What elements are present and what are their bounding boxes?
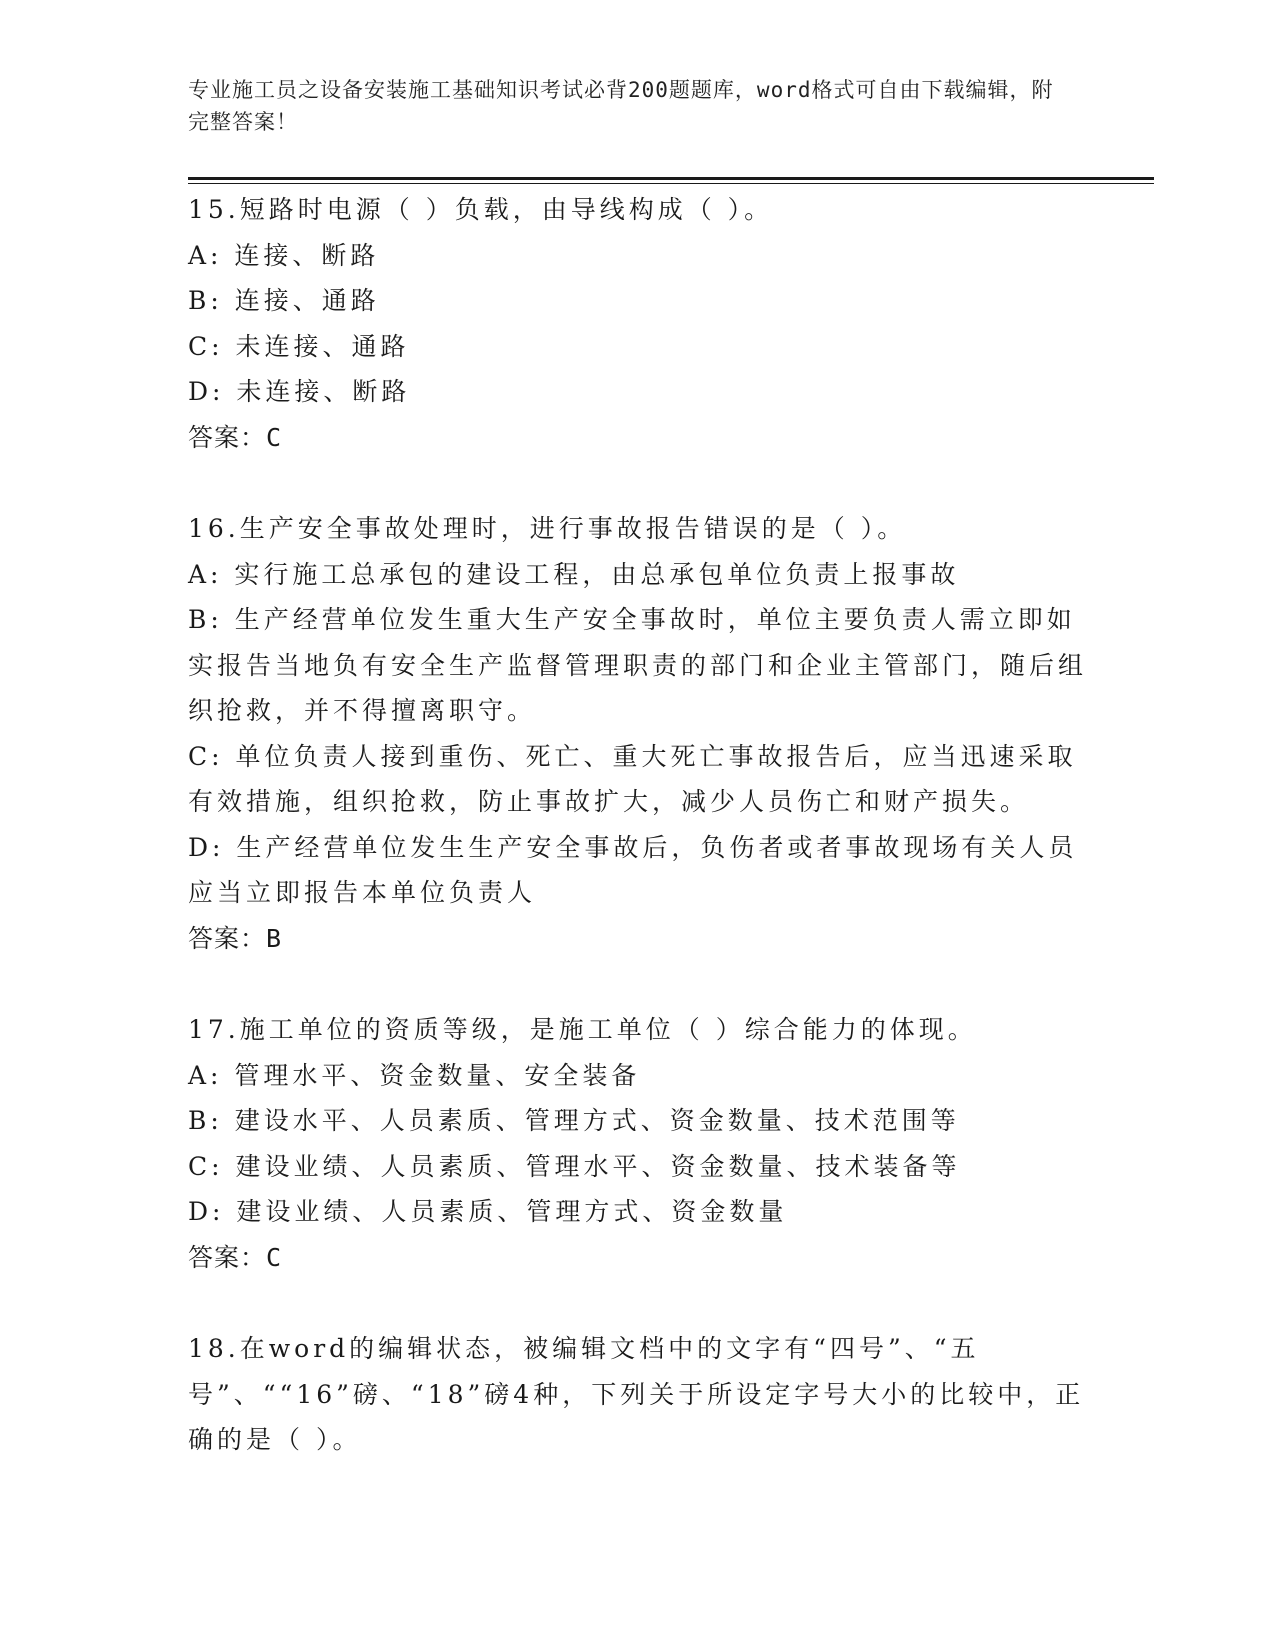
option-d: D: 生产经营单位发生生产安全事故后，负伤者或者事故现场有关人员应当立即报告本单位负责人 bbox=[188, 832, 1078, 907]
question-15 bbox=[188, 187, 1088, 460]
spacer bbox=[188, 460, 1088, 506]
spacer bbox=[188, 961, 1088, 1007]
option-c: C: 建设业绩、人员素质、管理水平、资金数量、技术装备等 bbox=[188, 1151, 961, 1181]
question-stem: 18.在word的编辑状态，被编辑文档中的文字有“四号”、“五号”、““16”磅、“18”磅4种，下列关于所设定字号大小的比较中，正确的是（ ）。 bbox=[188, 1334, 1085, 1454]
header-divider-thick bbox=[188, 177, 1154, 180]
header-divider-thin bbox=[188, 183, 1154, 184]
option-a: A: 管理水平、资金数量、安全装备 bbox=[188, 1060, 641, 1090]
option-d: D: 建设业绩、人员素质、管理方式、资金数量 bbox=[188, 1197, 788, 1226]
option-a: A: 连接、断路 bbox=[188, 240, 380, 270]
question-stem: 15.短路时电源（ ）负载，由导线构成（ ）。 bbox=[188, 195, 774, 224]
question-17 bbox=[188, 1007, 1088, 1280]
option-c: C: 未连接、通路 bbox=[188, 331, 410, 361]
option-b: B: 生产经营单位发生重大生产安全事故时，单位主要负责人需立即如实报告当地负有安全生产监督管理职责的部门和企业主管部门，随后组织抢救，并不得擅离职守。 bbox=[188, 605, 1088, 725]
option-d: D: 未连接、断路 bbox=[188, 377, 411, 406]
question-stem: 17.施工单位的资质等级，是施工单位（ ）综合能力的体现。 bbox=[188, 1015, 977, 1044]
option-c: C: 单位负责人接到重伤、死亡、重大死亡事故报告后，应当迅速采取有效措施，组织抢救，防止事故扩大，减少人员伤亡和财产损失。 bbox=[188, 741, 1077, 816]
document-header: 专业施工员之设备安装施工基础知识考试必背200题题库，word格式可自由下载编辑，附完整答案！ bbox=[188, 78, 1054, 134]
option-a: A: 实行施工总承包的建设工程，由总承包单位负责上报事故 bbox=[188, 559, 960, 589]
option-b: B: 建设水平、人员素质、管理方式、资金数量、技术范围等 bbox=[188, 1106, 960, 1135]
spacer bbox=[188, 1280, 1088, 1326]
question-list bbox=[188, 187, 1088, 1463]
question-18 bbox=[188, 1326, 1088, 1463]
question-16 bbox=[188, 506, 1088, 961]
answer: 答案：C bbox=[188, 1242, 283, 1272]
answer: 答案：B bbox=[188, 923, 283, 953]
answer: 答案：C bbox=[188, 422, 283, 452]
question-stem: 16.生产安全事故处理时，进行事故报告错误的是（ ）。 bbox=[188, 514, 907, 543]
option-b: B: 连接、通路 bbox=[188, 286, 380, 315]
